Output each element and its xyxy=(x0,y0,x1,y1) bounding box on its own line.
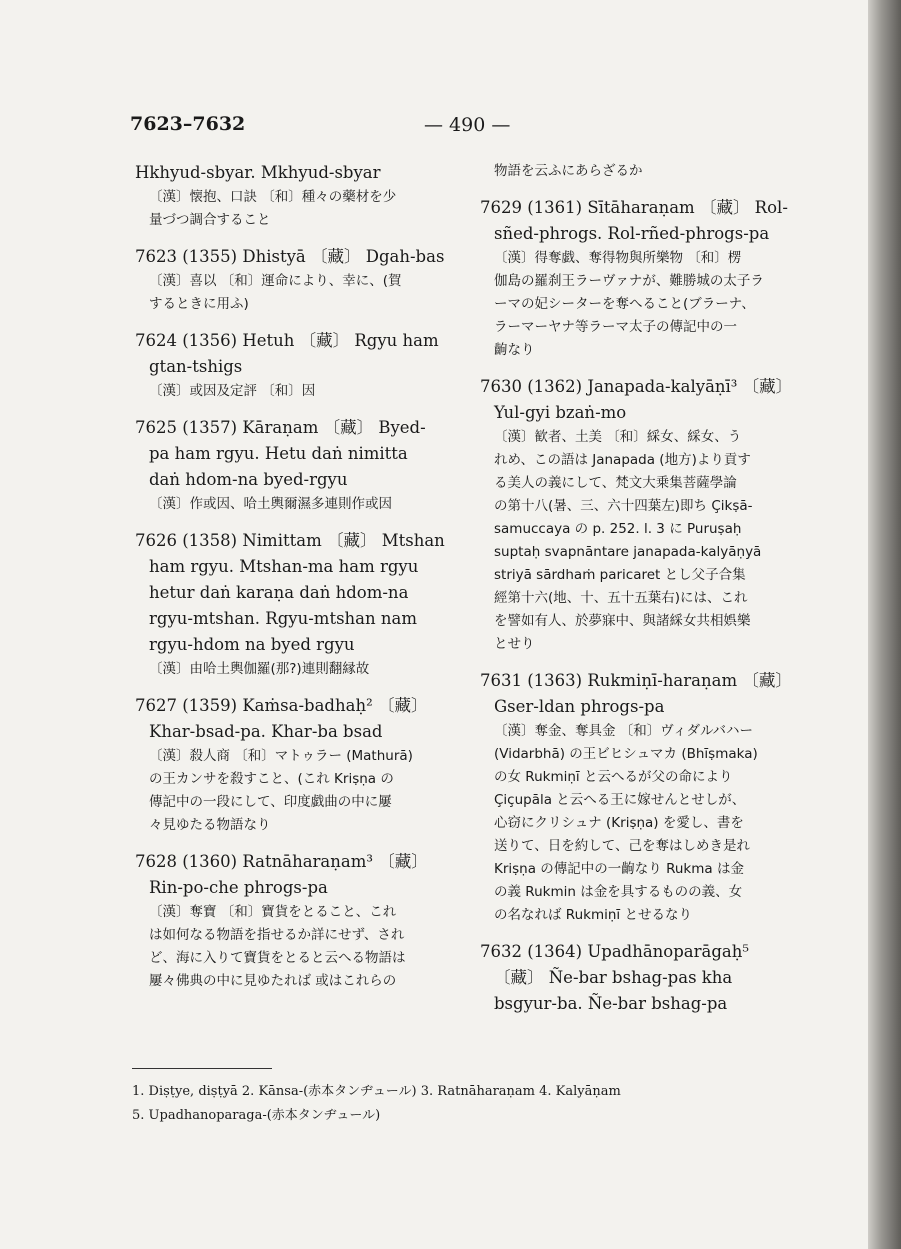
entry-line: 量づつ調合すること xyxy=(149,212,271,228)
entry-line: 7626 (1358) Nimittam 〔藏〕 Mtshan xyxy=(135,531,445,550)
entry-line: 〔漢〕由哈土輿伽羅(那?)連則翻縁故 xyxy=(149,661,370,677)
entry-line: 7629 (1361) Sītāharaṇam 〔藏〕 Rol- xyxy=(480,198,788,217)
entry-line: 〔漢〕或因及定評 〔和〕因 xyxy=(149,383,316,399)
entry-line: の名なれば Rukmiṇī とせるなり xyxy=(494,907,692,923)
entry-line: 心窃にクリシュナ (Kriṣṇa) を愛し、書を xyxy=(494,815,744,831)
entry-line: Gser-ldan phrogs-pa xyxy=(494,697,665,716)
footnote-rule xyxy=(132,1068,272,1069)
dictionary-entry xyxy=(480,195,820,362)
entry-line: Kriṣṇa の傳記中の一齣なり Rukma は金 xyxy=(494,861,744,877)
dictionary-entry xyxy=(480,668,820,927)
entry-line: bsgyur-ba. Ñe-bar bshag-pa xyxy=(494,994,728,1013)
entry-line: 〔漢〕喜以 〔和〕運命により、幸に、(賀 xyxy=(149,273,402,289)
entry-line: Rin-po-che phrogs-pa xyxy=(149,878,328,897)
entry-line: 〔漢〕作或因、哈土輿爾濕多連則作或因 xyxy=(149,496,392,512)
entry-line: る美人の義にして、梵文大乗集菩薩學論 xyxy=(494,475,737,491)
dictionary-entry xyxy=(480,374,820,656)
entry-line: は如何なる物語を指せるか詳にせず、され xyxy=(149,927,405,943)
entry-line: rgyu-hdom na byed rgyu xyxy=(149,635,355,654)
entry-line: 7625 (1357) Kāraṇam 〔藏〕 Byed- xyxy=(135,418,426,437)
entry-line: 〔漢〕歓者、土美 〔和〕綵女、綵女、う xyxy=(494,429,742,445)
entry-line: pa ham rgyu. Hetu daṅ nimitta xyxy=(149,444,408,463)
entry-line: ど、海に入りて寶貨をとると云へる物語は xyxy=(149,950,406,966)
entry-line: を譬如有人、於夢寐中、與諸綵女共相娯樂 xyxy=(494,613,751,629)
dictionary-entry xyxy=(480,160,820,183)
entry-line: 々見ゆたる物語なり xyxy=(149,817,271,833)
entry-range-header: 7623–7632 xyxy=(130,113,246,135)
book-spine-edge xyxy=(868,0,901,1249)
entry-line: 〔漢〕得奪戯、奪得物與所樂物 〔和〕楞 xyxy=(494,250,742,266)
entry-line: rgyu-mtshan. Rgyu-mtshan nam xyxy=(149,609,417,628)
entry-line: 伽島の羅刹王ラーヴァナが、難勝城の太子ラ xyxy=(494,273,764,289)
entry-line: 7623 (1355) Dhistyā 〔藏〕 Dgah-bas xyxy=(135,247,445,266)
right-column xyxy=(480,160,820,1029)
entry-line: 〔漢〕奪金、奪具金 〔和〕ヴィダルバハー xyxy=(494,723,754,739)
entry-line: ーマの妃シーターを奪へること(ブラーナ、 xyxy=(494,296,755,312)
dictionary-entry xyxy=(135,328,465,403)
entry-line: daṅ hdom-na byed-rgyu xyxy=(149,470,348,489)
dictionary-entry xyxy=(135,849,465,993)
left-column xyxy=(135,160,465,1005)
entry-line: 〔漢〕懐抱、口訣 〔和〕種々の藥材を少 xyxy=(149,189,397,205)
entry-line: ラーマーヤナ等ラーマ太子の傳記中の一 xyxy=(494,319,737,335)
entry-line: 齣なり xyxy=(494,342,535,358)
dictionary-entry xyxy=(135,528,465,681)
entry-line: 傳記中の一段にして、印度戯曲の中に屢 xyxy=(149,794,392,810)
entry-line: ham rgyu. Mtshan-ma ham rgyu xyxy=(149,557,419,576)
entry-line: Yul-gyi bzaṅ-mo xyxy=(494,403,627,422)
entry-line: 〔漢〕奪寶 〔和〕寶貨をとること、これ xyxy=(149,904,397,920)
entry-line: Çiçupāla と云へる王に嫁せんとせしが、 xyxy=(494,792,746,808)
entry-line: sñed-phrogs. Rol-rñed-phrogs-pa xyxy=(494,224,770,243)
entry-line: の女 Rukmiṇī と云へるが父の命により xyxy=(494,769,733,785)
dictionary-entry xyxy=(135,160,465,232)
entry-line: Hkhyud-sbyar. Mkhyud-sbyar xyxy=(135,163,381,182)
entry-line: 7630 (1362) Janapada-kalyāṇī³ 〔藏〕 xyxy=(480,377,793,396)
entry-line: striyā sārdhaṁ paricaret とし父子合集 xyxy=(494,567,746,583)
entry-line: suptaḥ svapnāntare janapada-kalyāṇyā xyxy=(494,544,762,560)
entry-line: 7624 (1356) Hetuh 〔藏〕 Rgyu ham xyxy=(135,331,439,350)
dictionary-entry xyxy=(135,244,465,316)
entry-line: するときに用ふ) xyxy=(149,296,249,312)
entry-line: の義 Rukmin は金を具するものの義、女 xyxy=(494,884,743,900)
dictionary-entry xyxy=(135,415,465,516)
entry-line: (Vidarbhā) の王ビヒシュマカ (Bhīṣmaka) xyxy=(494,746,758,762)
entry-line: 物語を云ふにあらざるか xyxy=(494,163,643,179)
entry-line: 7631 (1363) Rukmiṇī-haraṇam 〔藏〕 xyxy=(480,671,792,690)
entry-line: 〔漢〕殺人商 〔和〕マトゥラー (Mathurā) xyxy=(149,748,413,764)
entry-line: 屢々佛典の中に見ゆたれば 或はこれらの xyxy=(149,973,397,989)
entry-line: 〔藏〕 Ñe-bar bshag-pas kha xyxy=(494,968,733,987)
entry-line: 7628 (1360) Ratnāharaṇam³ 〔藏〕 xyxy=(135,852,428,871)
dictionary-entry xyxy=(480,939,820,1017)
footnote-line-2: 5. Upadhanoparaga-(赤本タンヂュール) xyxy=(132,1108,381,1123)
entry-line: の王カンサを殺すこと、(これ Kriṣṇa の xyxy=(149,771,394,787)
entry-line: samuccaya の p. 252. l. 3 に Puruṣaḥ xyxy=(494,521,742,537)
entry-line: hetur daṅ karaṇa daṅ hdom-na xyxy=(149,583,409,602)
entry-line: とせり xyxy=(494,636,535,652)
footnote-line-1: 1. Diṣṭye, diṣṭyā 2. Kānsa-(赤本タンヂュール) 3. Ratnāharaṇam 4. Kalyāṇam xyxy=(132,1084,621,1099)
dictionary-entry xyxy=(135,693,465,837)
entry-line: の第十八(暑、三、六十四葉左)即ち Çikṣā- xyxy=(494,498,753,514)
entry-line: れめ、この語は Janapada (地方)より貢す xyxy=(494,452,751,468)
entry-line: 經第十六(地、十、五十五葉右)には、これ xyxy=(494,590,748,606)
entry-line: 7627 (1359) Kaṁsa-badhaḥ² 〔藏〕 xyxy=(135,696,428,715)
entry-line: gtan-tshigs xyxy=(149,357,243,376)
entry-line: 7632 (1364) Upadhānoparāgaḥ⁵ xyxy=(480,942,750,961)
entry-line: Khar-bsad-pa. Khar-ba bsad xyxy=(149,722,383,741)
page-number: — 490 — xyxy=(424,114,511,136)
entry-line: 送りて、日を約して、己を奪はしめき是れ xyxy=(494,838,750,854)
